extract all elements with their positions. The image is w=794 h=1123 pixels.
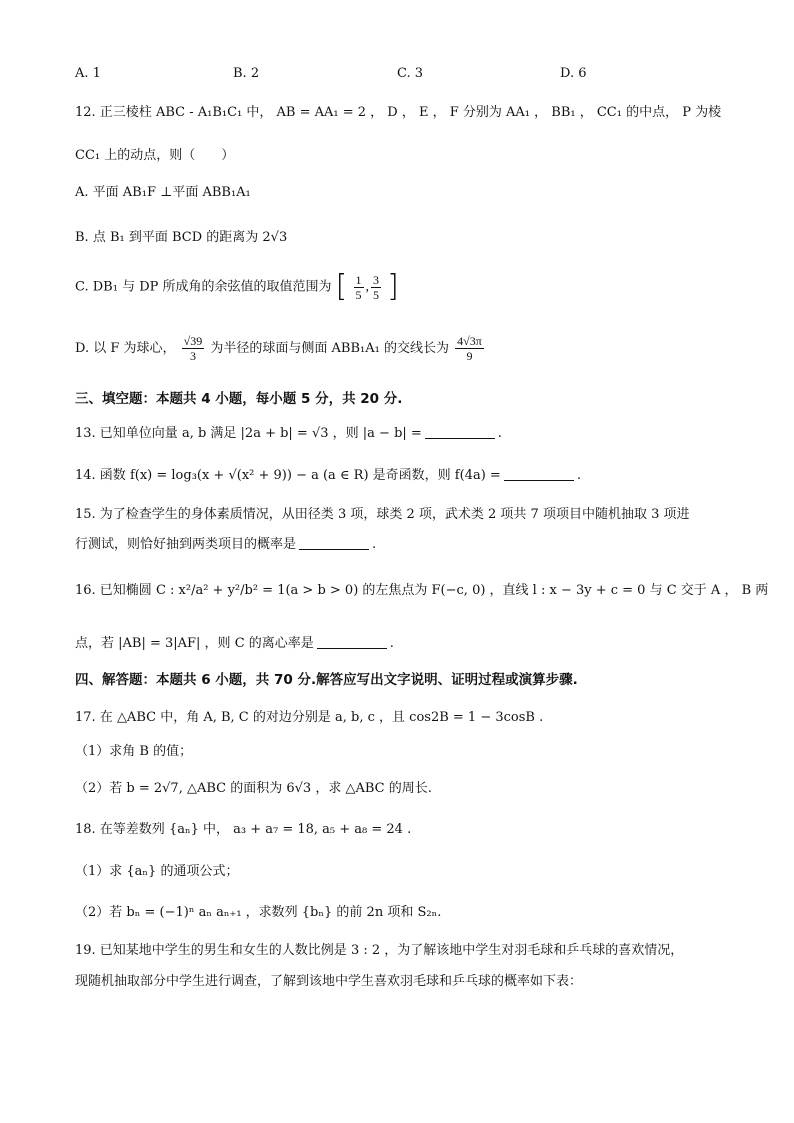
q14-end: . [576, 468, 581, 483]
fraction-numerator: 1 [355, 272, 362, 287]
right-bracket: ] [387, 269, 399, 304]
q14 [75, 466, 581, 486]
option-c: C. 3 [397, 66, 424, 81]
answer-blank [299, 535, 369, 550]
fraction-3-5 [371, 273, 381, 302]
q19-line1: 19. 已知某地中学生的男生和女生的人数比例是 3 : 2 ，为了解该地中学生对羽毛球和乒乓球的喜欢情况， [75, 943, 684, 958]
fraction-denominator: 5 [373, 287, 380, 302]
q13 [75, 424, 502, 444]
q16-end: . [389, 636, 394, 651]
option-d: D. 6 [560, 66, 587, 81]
fraction-denominator: 3 [189, 349, 196, 363]
fraction-1-5 [354, 273, 364, 302]
answer-blank [504, 466, 574, 481]
q17-part2: （2）若 b = 2√7, △ABC 的面积为 6√3 ，求 △ABC 的周长. [75, 781, 432, 796]
fraction-length [455, 334, 484, 363]
section4-heading: 四、解答题：本题共 6 小题，共 70 分.解答应写出文字说明、证明过程或演算步骤. [75, 672, 578, 688]
q19-line2: 现随机抽取部分中学生进行调查，了解到该地中学生喜欢羽毛球和乒乓球的概率如下表： [75, 974, 583, 989]
section3-heading: 三、填空题：本题共 4 小题，每小题 5 分，共 20 分. [75, 391, 403, 407]
option-b: B. 2 [233, 66, 260, 81]
q17-stem: 17. 在 △ABC 中，角 A, B, C 的对边分别是 a, b, c ，且 cos2B = 1 − 3cosB . [75, 710, 544, 725]
fraction-numerator: √39 [183, 334, 203, 348]
q17-part1: （1）求角 B 的值； [75, 744, 193, 759]
q12-option-d [75, 334, 486, 364]
q15-line1: 15. 为了检查学生的身体素质情况，从田径类 3 项，球类 2 项，武术类 2 项共 7 项项目中随机抽取 3 项进 [75, 507, 690, 522]
fraction-numerator: 4√3π [457, 334, 482, 348]
answer-blank [317, 634, 387, 649]
fraction-denominator: 9 [466, 349, 473, 363]
q18-part2: （2）若 bₙ = (−1)ⁿ aₙ aₙ₊₁ ，求数列 {bₙ} 的前 2n 项和 S₂ₙ. [75, 905, 442, 920]
q12-c-text: C. DB₁ 与 DP 所成角的余弦值的取值范围为 [75, 279, 332, 295]
fraction-numerator: 3 [373, 272, 380, 287]
q15-line2 [75, 535, 376, 555]
fraction-denominator: 5 [355, 287, 362, 302]
q13-end: . [497, 426, 502, 441]
q12-option-b: B. 点 B₁ 到平面 BCD 的距离为 2√3 [75, 230, 288, 245]
option-a: A. 1 [75, 66, 101, 81]
comma: , [365, 279, 370, 295]
q14-text: 14. 函数 f(x) = log₃(x + √(x² + 9)) − a (a ∈ R) 是奇函数，则 f(4a) = [75, 468, 501, 483]
q16-line2 [75, 634, 394, 654]
q13-text: 13. 已知单位向量 a, b 满足 |2a + b| = √3 ，则 |a − b| = [75, 426, 422, 441]
q12-d-text-1: D. 以 F 为球心， [75, 341, 176, 356]
q16-line1: 16. 已知椭圆 C : x²/a² + y²/b² = 1(a > b > 0) 的左焦点为 F(−c, 0) ，直线 l : x − 3y + c = 0 与 C 交于 A ， B 两 [75, 583, 769, 598]
q12-d-text-2: 为半径的球面与侧面 ABB₁A₁ 的交线长为 [210, 341, 449, 356]
q12-stem-line1: 12. 正三棱柱 ABC - A₁B₁C₁ 中， AB = AA₁ = 2 ， D ， E ， F 分别为 AA₁ ， BB₁ ， CC₁ 的中点， P 为棱 [75, 105, 722, 120]
q18-part1: （1）求 {aₙ} 的通项公式； [75, 864, 239, 879]
answer-blank [425, 424, 495, 439]
q16-text: 点，若 |AB| = 3|AF| ，则 C 的离心率是 [75, 636, 314, 651]
q12-option-a: A. 平面 AB₁F ⊥平面 ABB₁A₁ [75, 185, 251, 200]
left-bracket: [ [335, 269, 348, 304]
q12-option-c [75, 269, 399, 304]
fraction-radius [182, 334, 205, 363]
q15-text: 行测试，则恰好抽到两类项目的概率是 [75, 537, 297, 552]
q12-stem-line2: CC₁ 上的动点，则（ ） [75, 148, 235, 163]
q15-end: . [372, 537, 377, 552]
q18-stem: 18. 在等差数列 {aₙ} 中， a₃ + a₇ = 18, a₅ + a₈ = 24 . [75, 822, 412, 837]
